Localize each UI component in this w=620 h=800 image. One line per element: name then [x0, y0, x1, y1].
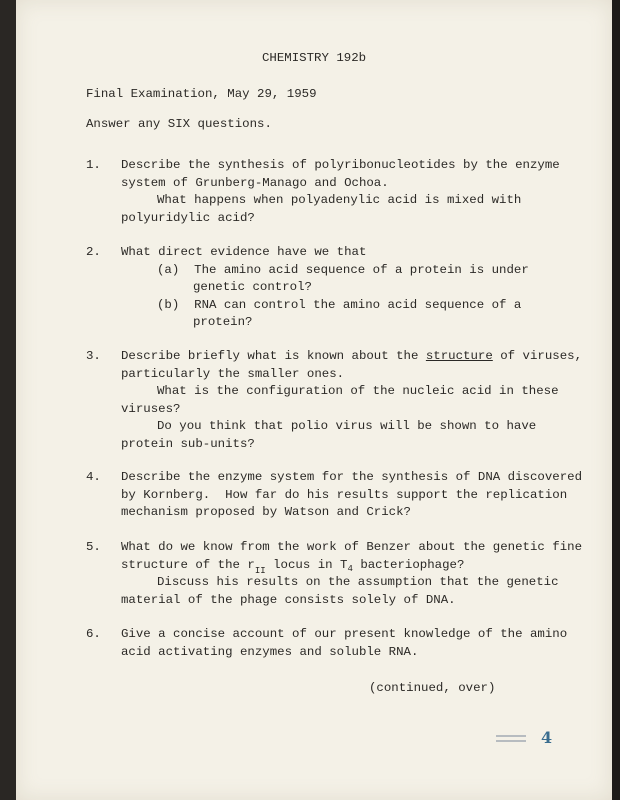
question-2-line-3: genetic control?	[193, 280, 312, 295]
page-number-stamp: 4	[541, 728, 553, 747]
question-5-line-1: What do we know from the work of Benzer about the genetic fine	[121, 540, 583, 554]
question-3-text-b: of viruses,	[500, 349, 583, 363]
question-2-line-4: (b) RNA can control the amino acid sequence of a	[157, 297, 522, 312]
question-5-text-b: locus in T	[273, 557, 348, 572]
subscript-4: 4	[347, 563, 353, 574]
question-2-line-1: What direct evidence have we that	[121, 245, 367, 259]
question-2-line-5: protein?	[193, 315, 253, 330]
question-4-line-2: by Kornberg. How far do his results support the replication	[121, 487, 568, 502]
question-4-line-3: mechanism proposed by Watson and Crick?	[121, 505, 411, 520]
question-3-line-6: protein sub-units?	[121, 437, 255, 451]
underlined-word-structure: structure	[425, 349, 493, 363]
ink-smudge	[496, 735, 526, 747]
question-5-line-3: Discuss his results on the assumption that the genetic	[157, 575, 559, 590]
question-1-line-1: Describe the synthesis of polyribonucleotides by the enzyme	[121, 158, 560, 172]
question-3-line-2: particularly the smaller ones.	[121, 366, 345, 381]
question-number-2: 2.	[86, 245, 101, 259]
continued-note: (continued, over)	[369, 681, 496, 695]
question-3-line-1	[121, 348, 582, 366]
subscript-ii: II	[254, 565, 266, 576]
scan-edge	[612, 0, 620, 800]
question-6-line-2: acid activating enzymes and soluble RNA.	[121, 644, 419, 659]
course-title: CHEMISTRY 192b	[262, 51, 367, 65]
question-number-5: 5.	[86, 540, 101, 554]
question-3-line-3: What is the configuration of the nucleic acid in these	[157, 384, 559, 399]
question-number-6: 6.	[86, 627, 101, 641]
question-1-line-2: system of Grunberg-Manago and Ochoa.	[121, 175, 389, 190]
exam-date: Final Examination, May 29, 1959	[86, 87, 317, 101]
question-number-1: 1.	[86, 158, 101, 172]
question-1-line-4: polyuridylic acid?	[121, 210, 255, 225]
question-number-4: 4.	[86, 470, 101, 484]
question-6-line-1: Give a concise account of our present knowledge of the amino	[121, 627, 568, 641]
question-5-text-c: bacteriophage?	[360, 557, 465, 572]
question-2-line-2: (a) The amino acid sequence of a protein is under	[157, 262, 529, 277]
question-3-line-4: viruses?	[121, 401, 181, 416]
question-5-text-a: structure of the	[121, 557, 240, 572]
question-3-text-a: Describe briefly what is known about the	[121, 349, 419, 363]
question-3-line-5: Do you think that polio virus will be shown to have	[157, 419, 537, 434]
instructions: Answer any SIX questions.	[86, 117, 272, 131]
question-4-line-1: Describe the enzyme system for the synthesis of DNA discovered	[121, 470, 583, 484]
r-symbol: r	[247, 557, 255, 572]
question-1-line-3: What happens when polyadenylic acid is mixed with	[157, 193, 522, 208]
question-number-3: 3.	[86, 349, 101, 363]
question-5-line-4: material of the phage consists solely of DNA.	[121, 592, 456, 607]
